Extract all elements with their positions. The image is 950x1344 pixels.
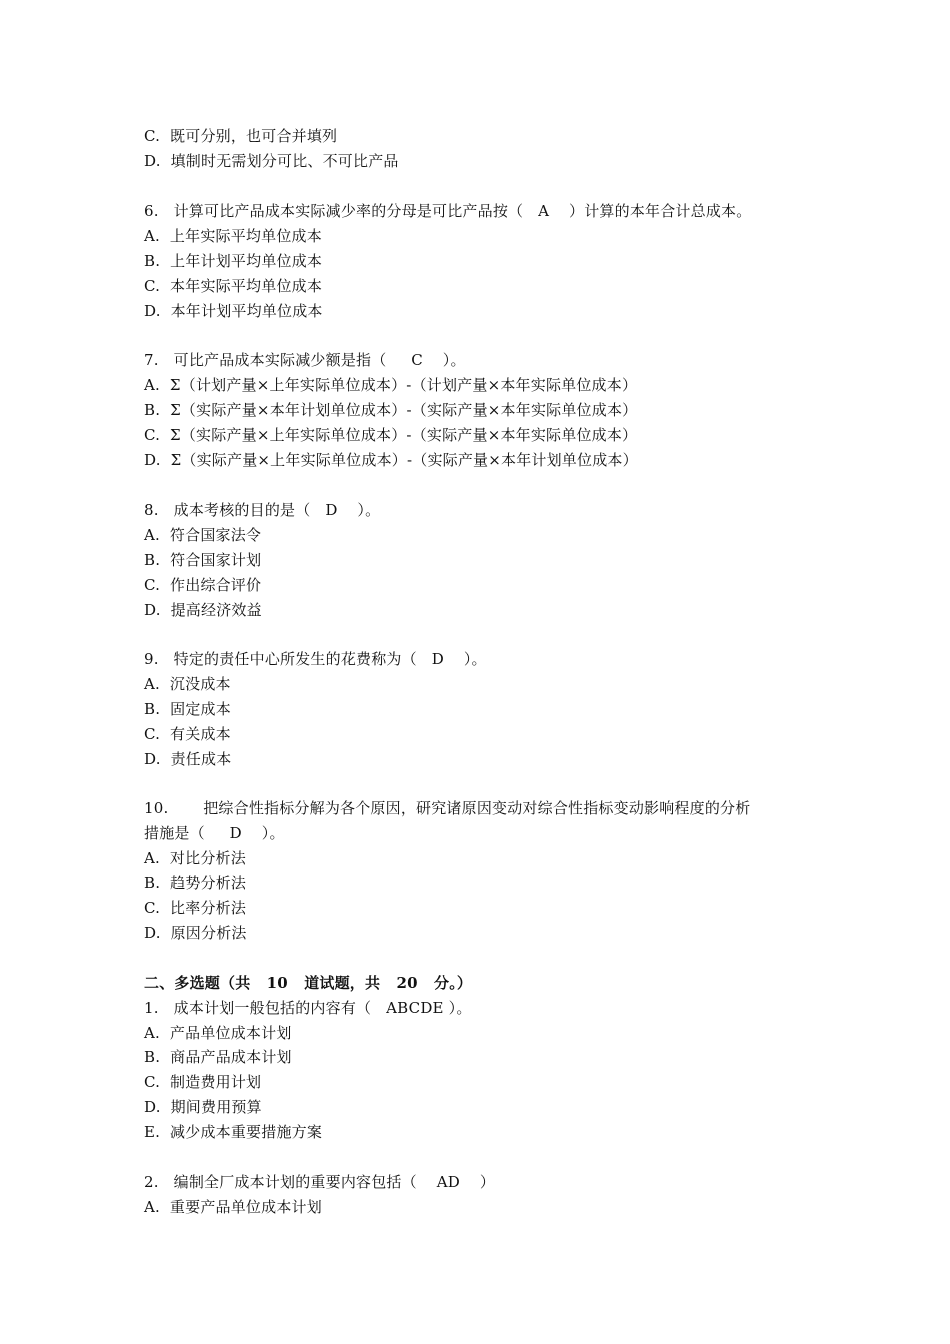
- option-line: A. Σ（计划产量×上年实际单位成本）-（计划产量×本年实际单位成本）: [144, 376, 638, 394]
- option-line: D. 期间费用预算: [144, 1098, 262, 1116]
- option-line: D. 责任成本: [144, 750, 232, 768]
- question-line: 7. 可比产品成本实际减少额是指（ C ）。: [144, 351, 466, 369]
- option-line: A. 上年实际平均单位成本: [144, 227, 322, 245]
- question-line: 9. 特定的责任中心所发生的花费称为（ D ）。: [144, 650, 487, 668]
- option-line: C. 既可分别，也可合并填列: [144, 127, 338, 145]
- option-line: E. 减少成本重要措施方案: [144, 1123, 323, 1141]
- option-line: D. 本年计划平均单位成本: [144, 302, 323, 320]
- option-line: A. 沉没成本: [144, 675, 231, 693]
- option-line: B. 商品产品成本计划: [144, 1048, 292, 1066]
- question-line: 1. 成本计划一般包括的内容有（ ABCDE ）。: [144, 999, 472, 1017]
- section-heading: 二、多选题（共 10 道试题，共 20 分。）: [144, 974, 473, 992]
- option-line: C. Σ（实际产量×上年实际单位成本）-（实际产量×本年实际单位成本）: [144, 426, 638, 444]
- option-line: D. 填制时无需划分可比、不可比产品: [144, 152, 399, 170]
- option-line: C. 有关成本: [144, 725, 231, 743]
- option-line: A. 重要产品单位成本计划: [144, 1198, 322, 1216]
- option-line: D. 提高经济效益: [144, 601, 262, 619]
- option-line: B. Σ（实际产量×本年计划单位成本）-（实际产量×本年实际单位成本）: [144, 401, 638, 419]
- option-line: A. 符合国家法令: [144, 526, 262, 544]
- option-line: C. 制造费用计划: [144, 1073, 262, 1091]
- option-line: B. 上年计划平均单位成本: [144, 252, 323, 270]
- question-line: 措施是（ D ）。: [144, 824, 285, 842]
- option-line: A. 产品单位成本计划: [144, 1024, 292, 1042]
- option-line: A. 对比分析法: [144, 849, 246, 867]
- option-line: C. 本年实际平均单位成本: [144, 277, 323, 295]
- question-line: 6. 计算可比产品成本实际减少率的分母是可比产品按（ A ）计算的本年合计总成本。: [144, 202, 752, 220]
- option-line: C. 作出综合评价: [144, 576, 262, 594]
- option-line: D. 原因分析法: [144, 924, 247, 942]
- option-line: B. 固定成本: [144, 700, 231, 718]
- question-line: 10. 把综合性指标分解为各个原因，研究诸原因变动对综合性指标变动影响程度的分析: [144, 799, 751, 817]
- question-line: 8. 成本考核的目的是（ D ）。: [144, 501, 381, 519]
- option-line: D. Σ（实际产量×上年实际单位成本）-（实际产量×本年计划单位成本）: [144, 451, 638, 469]
- question-line: 2. 编制全厂成本计划的重要内容包括（ AD ）: [144, 1173, 496, 1191]
- option-line: C. 比率分析法: [144, 899, 247, 917]
- option-line: B. 符合国家计划: [144, 551, 262, 569]
- option-line: B. 趋势分析法: [144, 874, 247, 892]
